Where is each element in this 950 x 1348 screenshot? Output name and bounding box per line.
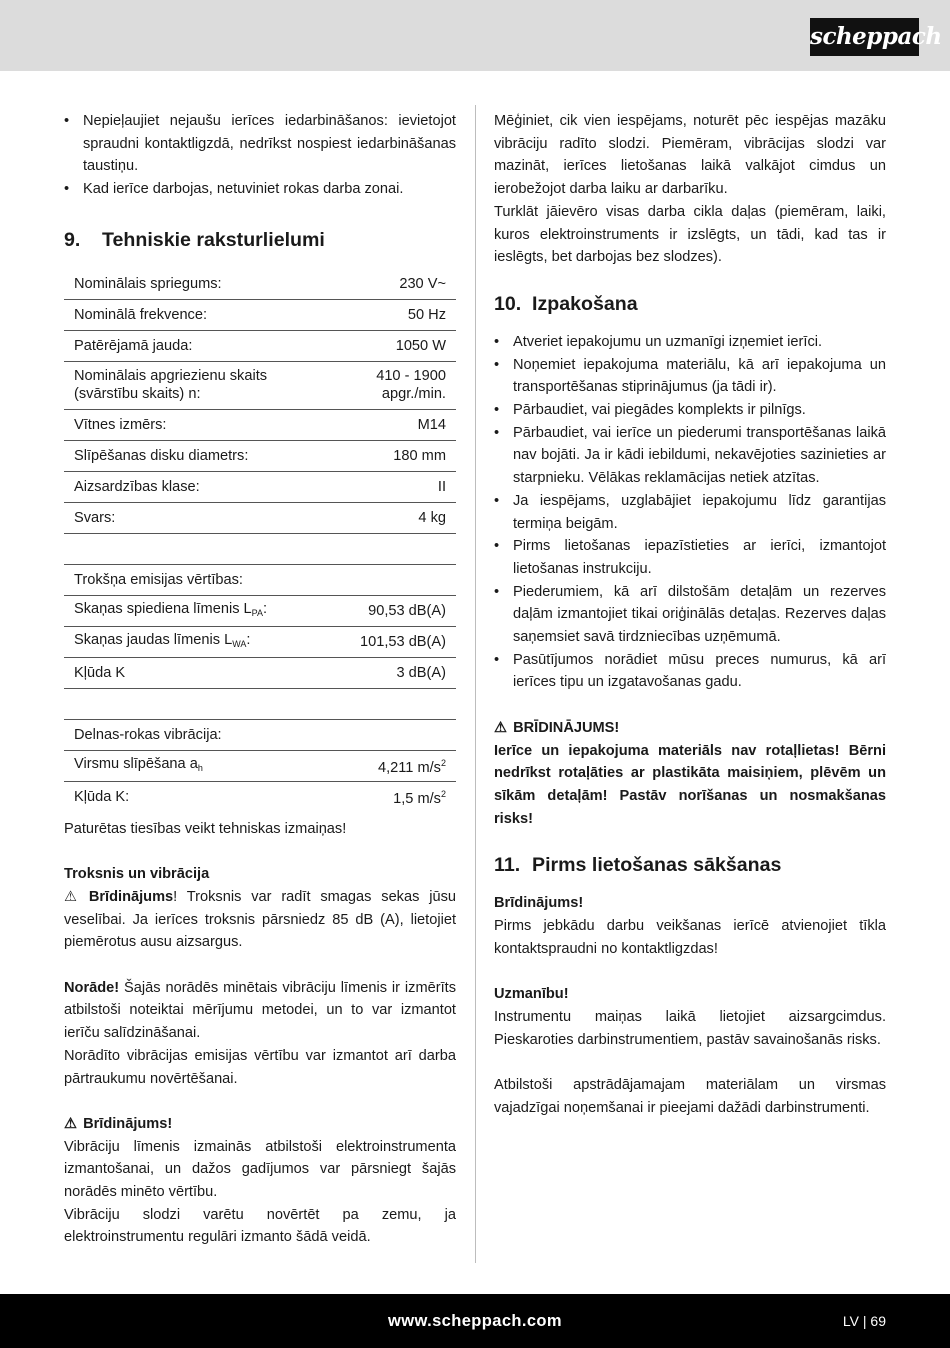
spec-value: 410 - 1900 apgr./min. — [376, 368, 446, 403]
spec-value — [342, 750, 456, 781]
spec-label: Slīpēšanas disku diametrs: — [74, 447, 249, 464]
section-number: 9. — [64, 228, 81, 251]
table-row — [64, 299, 456, 330]
spec-value: 230 V~ — [399, 275, 446, 292]
page-number: LV | 69 — [842, 1313, 886, 1329]
warning-label: Brīdinājums! — [83, 1115, 173, 1132]
label-text: Kļūda K: — [74, 788, 130, 805]
subscript: PA — [251, 607, 264, 618]
list-item: • Ja iespējams, uzglabājiet iepakojumu līdz garantijas termiņa beigām. — [494, 490, 886, 535]
vibration-note-2: Norādīto vibrācijas emisijas vērtību var izmantot arī darba pārtraukumu novērtēšanai. — [64, 1047, 456, 1087]
noise-vibration-heading: Troksnis un vibrācija — [64, 866, 210, 883]
warning-icon: ⚠ — [64, 1115, 78, 1132]
warning-text: Pirms jebkādu darbu veikšanas ierīcē atvienojiet tīkla kontaktspraudni no kontaktligzdas! — [494, 918, 886, 957]
website-link[interactable]: www.scheppach.com — [388, 1312, 562, 1330]
spec-label: Aizsardzības klase: — [74, 478, 200, 495]
spec-value: 180 mm — [393, 447, 446, 464]
footer-bar — [0, 1294, 950, 1348]
list-item: • Pirms lietošanas iepazīstieties ar ierīci, izmantojot lietošanas instrukciju. — [494, 535, 886, 580]
vibration-note — [64, 977, 456, 1045]
caution-label: Uzmanību! — [494, 986, 569, 1003]
spec-value: 4 kg — [418, 509, 446, 526]
warning-label: BRĪDINĀJUMS! — [513, 719, 620, 736]
list-item: • Pārbaudiet, vai ierīce un piederumi transportēšanas laikā nav bojāti. Ja ir kādi iebildumi, nekavējoties sazinieties ar starpnieku. Vēlākas reklamācijas netiek atzītas. — [494, 422, 886, 490]
spec-value — [342, 781, 456, 812]
packaging-warning-text: Ierīce un iepakojuma materiāls nav rotaļlietas! Bērni nedrīkst rotaļāties ar plastikāta maisiņiem, plēvēm un sīkām detaļām! Pastāv norīšanas un nosmakšanas risks! — [494, 742, 886, 827]
warning-label: Brīdinājums — [88, 888, 174, 905]
list-item: • Noņemiet iepakojuma materiālu, kā arī iepakojuma un transportēšanas stiprinājumus (ja tādi ir). — [494, 354, 886, 399]
section-title: Tehniskie raksturlielumi — [102, 228, 325, 251]
list-item: • Atveriet iepakojumu un uzmanīgi izņemiet ierīci. — [494, 331, 886, 354]
label-suffix: : — [263, 600, 268, 617]
section-title: Izpakošana — [532, 292, 638, 315]
section-number: 11. — [494, 854, 521, 877]
subscript: WA — [232, 638, 247, 649]
brand-logo: scheppach — [810, 18, 919, 56]
label-text: Virsmu slīpēšana a — [74, 755, 198, 772]
table-row — [64, 502, 456, 533]
label-text: Kļūda K — [74, 664, 126, 681]
intro-paragraph: Mēģiniet, cik vien iespējams, noturēt pēc iespējas mazāku vibrāciju radīto slodzi. Piemēram, vibrācijas slodzi var mazināt, ierīces lietošanas laikā valkājot cimdus un ierobežojot darba laiku ar darbarīku. — [494, 113, 886, 198]
table-row — [64, 688, 456, 719]
superscript: 2 — [440, 789, 446, 800]
table-row — [64, 626, 456, 657]
spec-label: Svars: — [74, 509, 116, 526]
spec-label: Nominālā frekvence: — [74, 306, 208, 323]
column-divider — [475, 105, 476, 1263]
vibration-warning-text-2: Vibrāciju slodzi varētu novērtēt pa zemu, ja elektroinstrumentu regulāri izmanto šādā veidā. — [64, 1206, 456, 1246]
section-11-heading — [494, 852, 886, 878]
language-code: LV — [842, 1313, 859, 1329]
spec-label — [64, 626, 342, 657]
table-row — [64, 409, 456, 440]
spec-label — [64, 657, 342, 688]
spec-label: Patērējamā jauda: — [74, 337, 193, 354]
spec-value: 3 dB(A) — [396, 664, 446, 681]
superscript: 2 — [440, 758, 446, 769]
section-title: Pirms lietošanas sākšanas — [532, 854, 782, 877]
list-item: • Nepieļaujiet nejaušu ierīces iedarbināšanos: ievietojot spraudni kontaktligzdā, nedrīkst nospiest iedarbināšanas taustiņu. — [64, 110, 456, 178]
warning-icon: ⚠ — [64, 888, 78, 905]
list-item: • Pasūtījumos norādiet mūsu preces numurus, kā arī ierīces tipu un izgatavošanas gadu. — [494, 649, 886, 694]
reserved-note: Paturētas tiesības veikt tehniskas izmaiņas! — [64, 820, 347, 837]
note-text: Šajās norādēs minētais vibrāciju līmenis ir izmērīts atbilstoši noteiktai mērījumu metodei, un to var izmantot ierīču salīdzināšanai. — [64, 979, 456, 1042]
table-row — [64, 595, 456, 626]
label-text: Skaņas spiediena līmenis L — [74, 600, 252, 617]
section-9-heading — [64, 227, 456, 253]
unpacking-bullets — [494, 331, 886, 694]
table-row — [64, 330, 456, 361]
header-bar — [0, 0, 950, 71]
subscript: h — [197, 762, 203, 773]
table-row — [64, 750, 456, 781]
noise-warning — [64, 886, 456, 954]
spec-value: 101,53 dB(A) — [360, 633, 446, 650]
section-10-heading — [494, 291, 886, 317]
list-item: • Pārbaudiet, vai piegādes komplekts ir pilnīgs. — [494, 399, 886, 422]
table-row — [64, 361, 456, 409]
spec-value: 50 Hz — [407, 306, 446, 323]
table-row — [64, 533, 456, 564]
spec-label: Nominālais spriegums: — [74, 275, 222, 292]
spec-label — [64, 750, 342, 781]
right-column — [494, 110, 886, 1119]
spec-label — [64, 781, 342, 812]
spec-value: 1050 W — [395, 337, 446, 354]
spec-label: Nominālais apgriezienu skaits (svārstību skaits) n: — [74, 368, 268, 403]
page-num: 69 — [870, 1313, 886, 1329]
table-row — [64, 781, 456, 812]
noise-heading: Trokšņa emisijas vērtības: — [74, 571, 243, 588]
value-text: 4,211 m/s — [377, 760, 441, 777]
spec-label: Vītnes izmērs: — [74, 416, 167, 433]
table-row — [64, 471, 456, 502]
caution-text: Instrumentu maiņas laikā lietojiet aizsargcimdus. Pieskaroties darbinstrumentiem, pastāv savainošanās risks. — [494, 1008, 886, 1048]
packaging-warning-heading — [494, 717, 886, 740]
value-text: 1,5 m/s — [393, 791, 441, 808]
vibration-warning-text: Vibrāciju līmenis izmainās atbilstoši elektroinstrumenta izmantošanai, un dažos gadījumos var pārsniegt šajās norādēs minēto vērtību. — [64, 1138, 456, 1201]
label-text: Skaņas jaudas līmenis L — [74, 631, 233, 648]
intro-paragraph-2: Turklāt jāievēro visas darba cikla daļas (piemēram, laiki, kuros elektroinstruments ir izslēgts, un tādi, kad tas ir ieslēgts, bet darbojas bez slodzes). — [494, 203, 886, 266]
table-row — [64, 719, 456, 750]
table-row — [64, 657, 456, 688]
label-suffix: : — [246, 631, 251, 648]
spec-table — [64, 269, 456, 812]
vibration-heading: Delnas-rokas vibrācija: — [74, 726, 222, 743]
section-number: 10. — [494, 292, 522, 315]
spec-value: 90,53 dB(A) — [368, 602, 446, 619]
spec-value: M14 — [417, 416, 446, 433]
warning-icon: ⚠ — [494, 719, 508, 736]
note-label: Norāde! — [64, 979, 120, 996]
list-item: • Piederumiem, kā arī dilstošām detaļām un rezerves daļām izmantojiet tikai oriģinālās detaļas. Rezerves daļas saņemsiet savā tirdzniecības uzņēmumā. — [494, 581, 886, 649]
table-row — [64, 440, 456, 471]
warning-label: Brīdinājums! — [494, 895, 584, 912]
tools-paragraph: Atbilstoši apstrādājamajam materiālam un virsmas vajadzīgai noņemšanai ir pieejami dažādi darbinstrumenti. — [494, 1076, 886, 1116]
list-item: • Kad ierīce darbojas, netuviniet rokas darba zonai. — [64, 178, 456, 201]
left-column — [64, 110, 456, 1249]
vibration-warning-heading — [64, 1113, 456, 1136]
table-row — [64, 269, 456, 300]
spec-value: II — [437, 478, 446, 495]
safety-bullets — [64, 110, 456, 201]
table-row — [64, 564, 456, 595]
spec-label — [64, 595, 342, 626]
warning-text: ! Troksnis var radīt smagas sekas jūsu veselībai. Ja ierīces troksnis pārsniedz 85 dB (A), lietojiet piemērotus ausu aizsargus. — [64, 888, 456, 951]
